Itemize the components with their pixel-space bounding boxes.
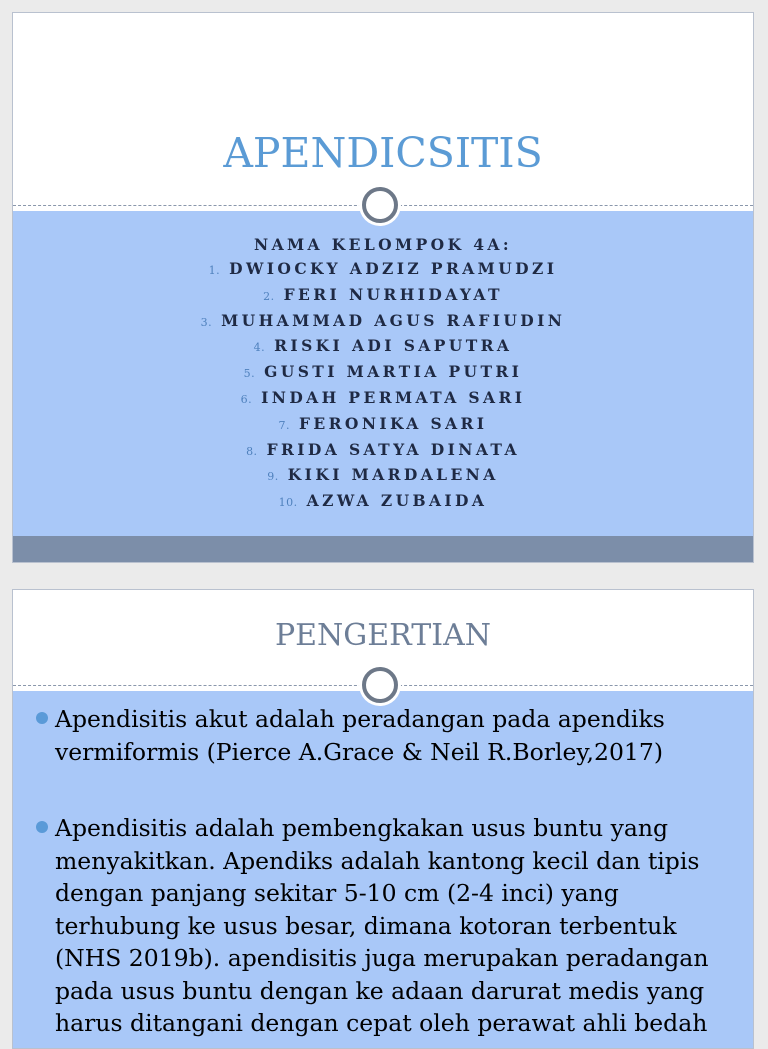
member-item: 9. KIKI MARDALENA bbox=[267, 465, 499, 485]
slide-title-text: APENDICSITIS bbox=[223, 129, 543, 177]
slide-title-text: PENGERTIAN bbox=[274, 618, 492, 653]
bullet-item bbox=[35, 703, 727, 768]
bullet-dot-icon bbox=[36, 712, 48, 724]
member-item: 1. DWIOCKY ADZIZ PRAMUDZI bbox=[208, 259, 558, 278]
member-item: 7. FERONIKA SARI bbox=[278, 413, 488, 433]
ring-ornament-icon bbox=[362, 667, 398, 703]
member-item: 3. MUHAMMAD AGUS RAFIUDIN bbox=[200, 310, 566, 330]
ring-ornament-icon bbox=[362, 187, 398, 223]
title-area bbox=[13, 13, 753, 205]
member-item: 5. GUSTI MARTIA PUTRI bbox=[243, 362, 523, 382]
footer-band bbox=[13, 536, 753, 562]
bullet-item bbox=[35, 812, 727, 1040]
member-list bbox=[13, 233, 753, 515]
bullet-list bbox=[35, 703, 727, 1049]
member-item: 10. AZWA ZUBAIDA bbox=[278, 491, 488, 511]
slide-title bbox=[12, 12, 754, 563]
member-item: 8. FRIDA SATYA DINATA bbox=[246, 439, 520, 459]
bullet-dot-icon bbox=[36, 821, 48, 833]
member-item: 4. RISKI ADI SAPUTRA bbox=[253, 336, 513, 356]
body-area bbox=[13, 691, 753, 1048]
bullet-text: Apendisitis akut adalah peradangan pada apendiks vermiformis (Pierce A.Grace & Neil R.Borley,2017) bbox=[55, 705, 665, 766]
bullet-text: Apendisitis adalah pembengkakan usus buntu yang menyakitkan. Apendiks adalah kantong kecil dan tipis dengan panjang sekitar 5-10 cm (2-4 inci) yang terhubung ke usus besar, dimana kotoran terbentuk (NHS 2019b). apendisitis juga merupakan peradangan pada usus buntu dengan ke adaan darurat medis yang harus ditangani dengan cepat oleh perawat ahli bedah bbox=[55, 814, 709, 1037]
body-area bbox=[13, 211, 753, 536]
member-item: 6. INDAH PERMATA SARI bbox=[240, 387, 526, 407]
slide-content bbox=[12, 589, 754, 1049]
member-item: 2. FERI NURHIDAYAT bbox=[263, 284, 503, 304]
group-heading: NAMA KELOMPOK 4A: bbox=[254, 235, 512, 254]
